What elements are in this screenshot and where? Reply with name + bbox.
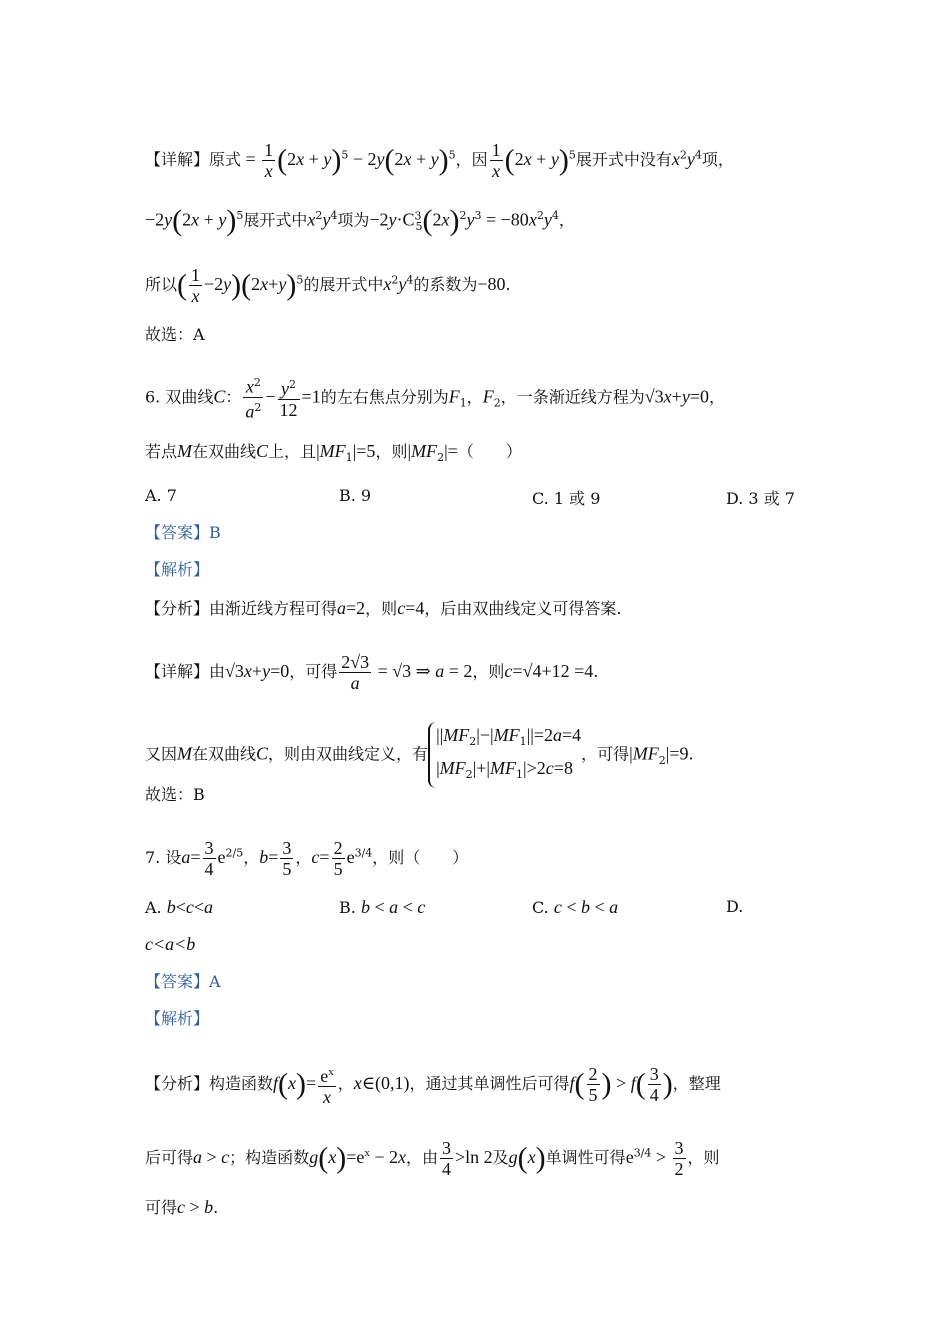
text-span: 所以 bbox=[145, 275, 178, 294]
option-7-d-value: c<a<b bbox=[145, 934, 196, 954]
text-span: ，后由双曲线定义可得答案. bbox=[424, 599, 622, 618]
option-7-b: B. b < a < c bbox=[339, 897, 426, 917]
text-span: ，则由双曲线定义，有 bbox=[268, 744, 429, 764]
text-span: 在双曲线 bbox=[192, 744, 257, 764]
option-7-c: C. c < b < a bbox=[532, 897, 619, 917]
text-span: 一条渐近线方程为 bbox=[516, 387, 645, 407]
text-span: 【详解】由 bbox=[145, 662, 226, 681]
text-span: 的展开式中 bbox=[303, 275, 384, 294]
text-span: ，可得 bbox=[289, 662, 338, 681]
text-span: 的系数为 bbox=[413, 275, 478, 294]
text-span: 及 bbox=[492, 1148, 509, 1167]
detail-6: 【详解】由√3x+y=0，可得 $\frac{2√3}{a}$ = √3 ⇒ a = 2，则c=√4+12 =4. bbox=[145, 652, 599, 693]
question-7: 7. 设a= $\frac{3}{4}$ $e^{2/5}$，b= $\frac{3}{5}$ ，c= $\frac{2}{5}$ $e^{3/4}$，则（ ） bbox=[145, 838, 469, 879]
text-span: 的左右焦点分别为 bbox=[320, 387, 449, 407]
text-span: 6. 双曲线 bbox=[145, 387, 214, 407]
text-span: 若点 bbox=[145, 442, 178, 461]
detail-line-2: $-2y(2x + y)^5$展开式中$x^2y^4$项为$-2y\cdot C^3_5(2x)^2y^3 = -80x^2y^4$， bbox=[145, 203, 575, 237]
analysis-6-summary: 【分析】由渐近线方程可得a=2，则c=4，后由双曲线定义可得答案. bbox=[145, 598, 622, 618]
text-span: 在双曲线 bbox=[192, 442, 257, 461]
analysis-7-line-1: 【分析】构造函数f(x)= $\frac{e^x}{x}$ ，x∈(0,1)，通过其单调性后可得f( $\frac{2}{5}$ ) > f( $\frac{3}{4}$ )，整理 bbox=[145, 1064, 721, 1107]
question-6-cont: 若点M在双曲线C上，且$|MF_1|=5$，则$|MF_2|=$（ ） bbox=[145, 441, 522, 465]
answer-6: 【答案】B bbox=[145, 523, 221, 542]
text-span: 又因 bbox=[145, 744, 178, 764]
text-span: 展开式中没有 bbox=[575, 150, 672, 169]
text-span: ，可得 bbox=[581, 744, 630, 764]
text-span: 上，且 bbox=[268, 442, 317, 461]
choice-line-5: 故选：A bbox=[145, 325, 205, 344]
detail-line-1: 【详解】原式 = $\frac{1}{x}$ $(2x + y)^5 - 2y(2x + y)^5$，因 $\frac{1}{x}$ $(2x + y)^5$展开式中没有$x^2y^4$项， bbox=[145, 140, 734, 181]
text-span: 7. 设 bbox=[145, 848, 182, 867]
text-span: ，整理 bbox=[672, 1074, 721, 1093]
detail-6-definition: 又因M在双曲线C，则由双曲线定义，有 $||MF_2|-|MF_1||=2a=4$ $|MF_2|+|MF_1|>2c=8$ ，可得$|MF_2|=9$. bbox=[145, 722, 694, 788]
text-span: 展开式中 bbox=[243, 210, 308, 230]
text-span: ，通过其单调性后可得 bbox=[409, 1074, 570, 1093]
text-span: ，则 bbox=[687, 1148, 720, 1167]
text-span: . bbox=[213, 1198, 219, 1217]
choice-line-6: 故选：B bbox=[145, 785, 205, 804]
option-6-d: D. 3 或 7 bbox=[726, 489, 795, 508]
text-span: （ ） bbox=[457, 442, 522, 461]
option-6-c: C. 1 或 9 bbox=[532, 489, 601, 508]
analysis-7-line-3: 可得c > b. bbox=[145, 1197, 219, 1217]
text-span: 项为 bbox=[337, 210, 370, 230]
text-span: ，则（ ） bbox=[372, 848, 469, 867]
text-span: 项， bbox=[701, 150, 734, 169]
equation-system: $||MF_2|-|MF_1||=2a=4$ $|MF_2|+|MF_1|>2c=8$ bbox=[428, 722, 581, 788]
detail-line-3: 所以( $\frac{1}{x}$ $-2y)(2x+y)^5$的展开式中$x^2y^4$的系数为−80. bbox=[145, 265, 511, 306]
option-7-a: A. b<c<a bbox=[145, 897, 214, 917]
coefficient-value: −80 bbox=[477, 274, 506, 294]
answer-7: 【答案】A bbox=[145, 972, 221, 991]
text-span: 可得 bbox=[145, 1198, 178, 1217]
question-6: 6. 双曲线C： $\frac{x^2}{a^2}$ − $\frac{y^2}{12}$ =1的左右焦点分别为$F_1$，$F_2$，一条渐近线方程为√3x+y=0， bbox=[145, 373, 725, 423]
text-span: ，由 bbox=[405, 1148, 438, 1167]
text-span: ；构造函数 bbox=[229, 1148, 310, 1167]
text-span: 【详解】原式 bbox=[145, 150, 242, 169]
text-span: ，则 bbox=[365, 599, 398, 618]
text-span: 单调性可得 bbox=[545, 1148, 626, 1167]
text-span: ，则 bbox=[472, 662, 505, 681]
text-span: 【分析】由渐近线方程可得 bbox=[145, 599, 338, 618]
option-6-a: A. 7 bbox=[145, 486, 177, 505]
text-span: 后可得 bbox=[145, 1148, 194, 1167]
text-span: ，因 bbox=[455, 150, 488, 169]
text-span: ，则 bbox=[375, 442, 408, 461]
text-span: 【分析】构造函数 bbox=[145, 1074, 274, 1093]
analysis-6: 【解析】 bbox=[145, 560, 210, 579]
option-6-b: B. 9 bbox=[339, 486, 372, 505]
option-7-d: D. bbox=[726, 897, 744, 916]
analysis-7: 【解析】 bbox=[145, 1009, 210, 1028]
analysis-7-line-2: 后可得a > c；构造函数$g(x)=e^x - 2x$，由 $\frac{3}{4}$ >ln 2及g(x)单调性可得$e^{3/4}$ > $\frac{3}{2}$ ，则 bbox=[145, 1138, 720, 1179]
